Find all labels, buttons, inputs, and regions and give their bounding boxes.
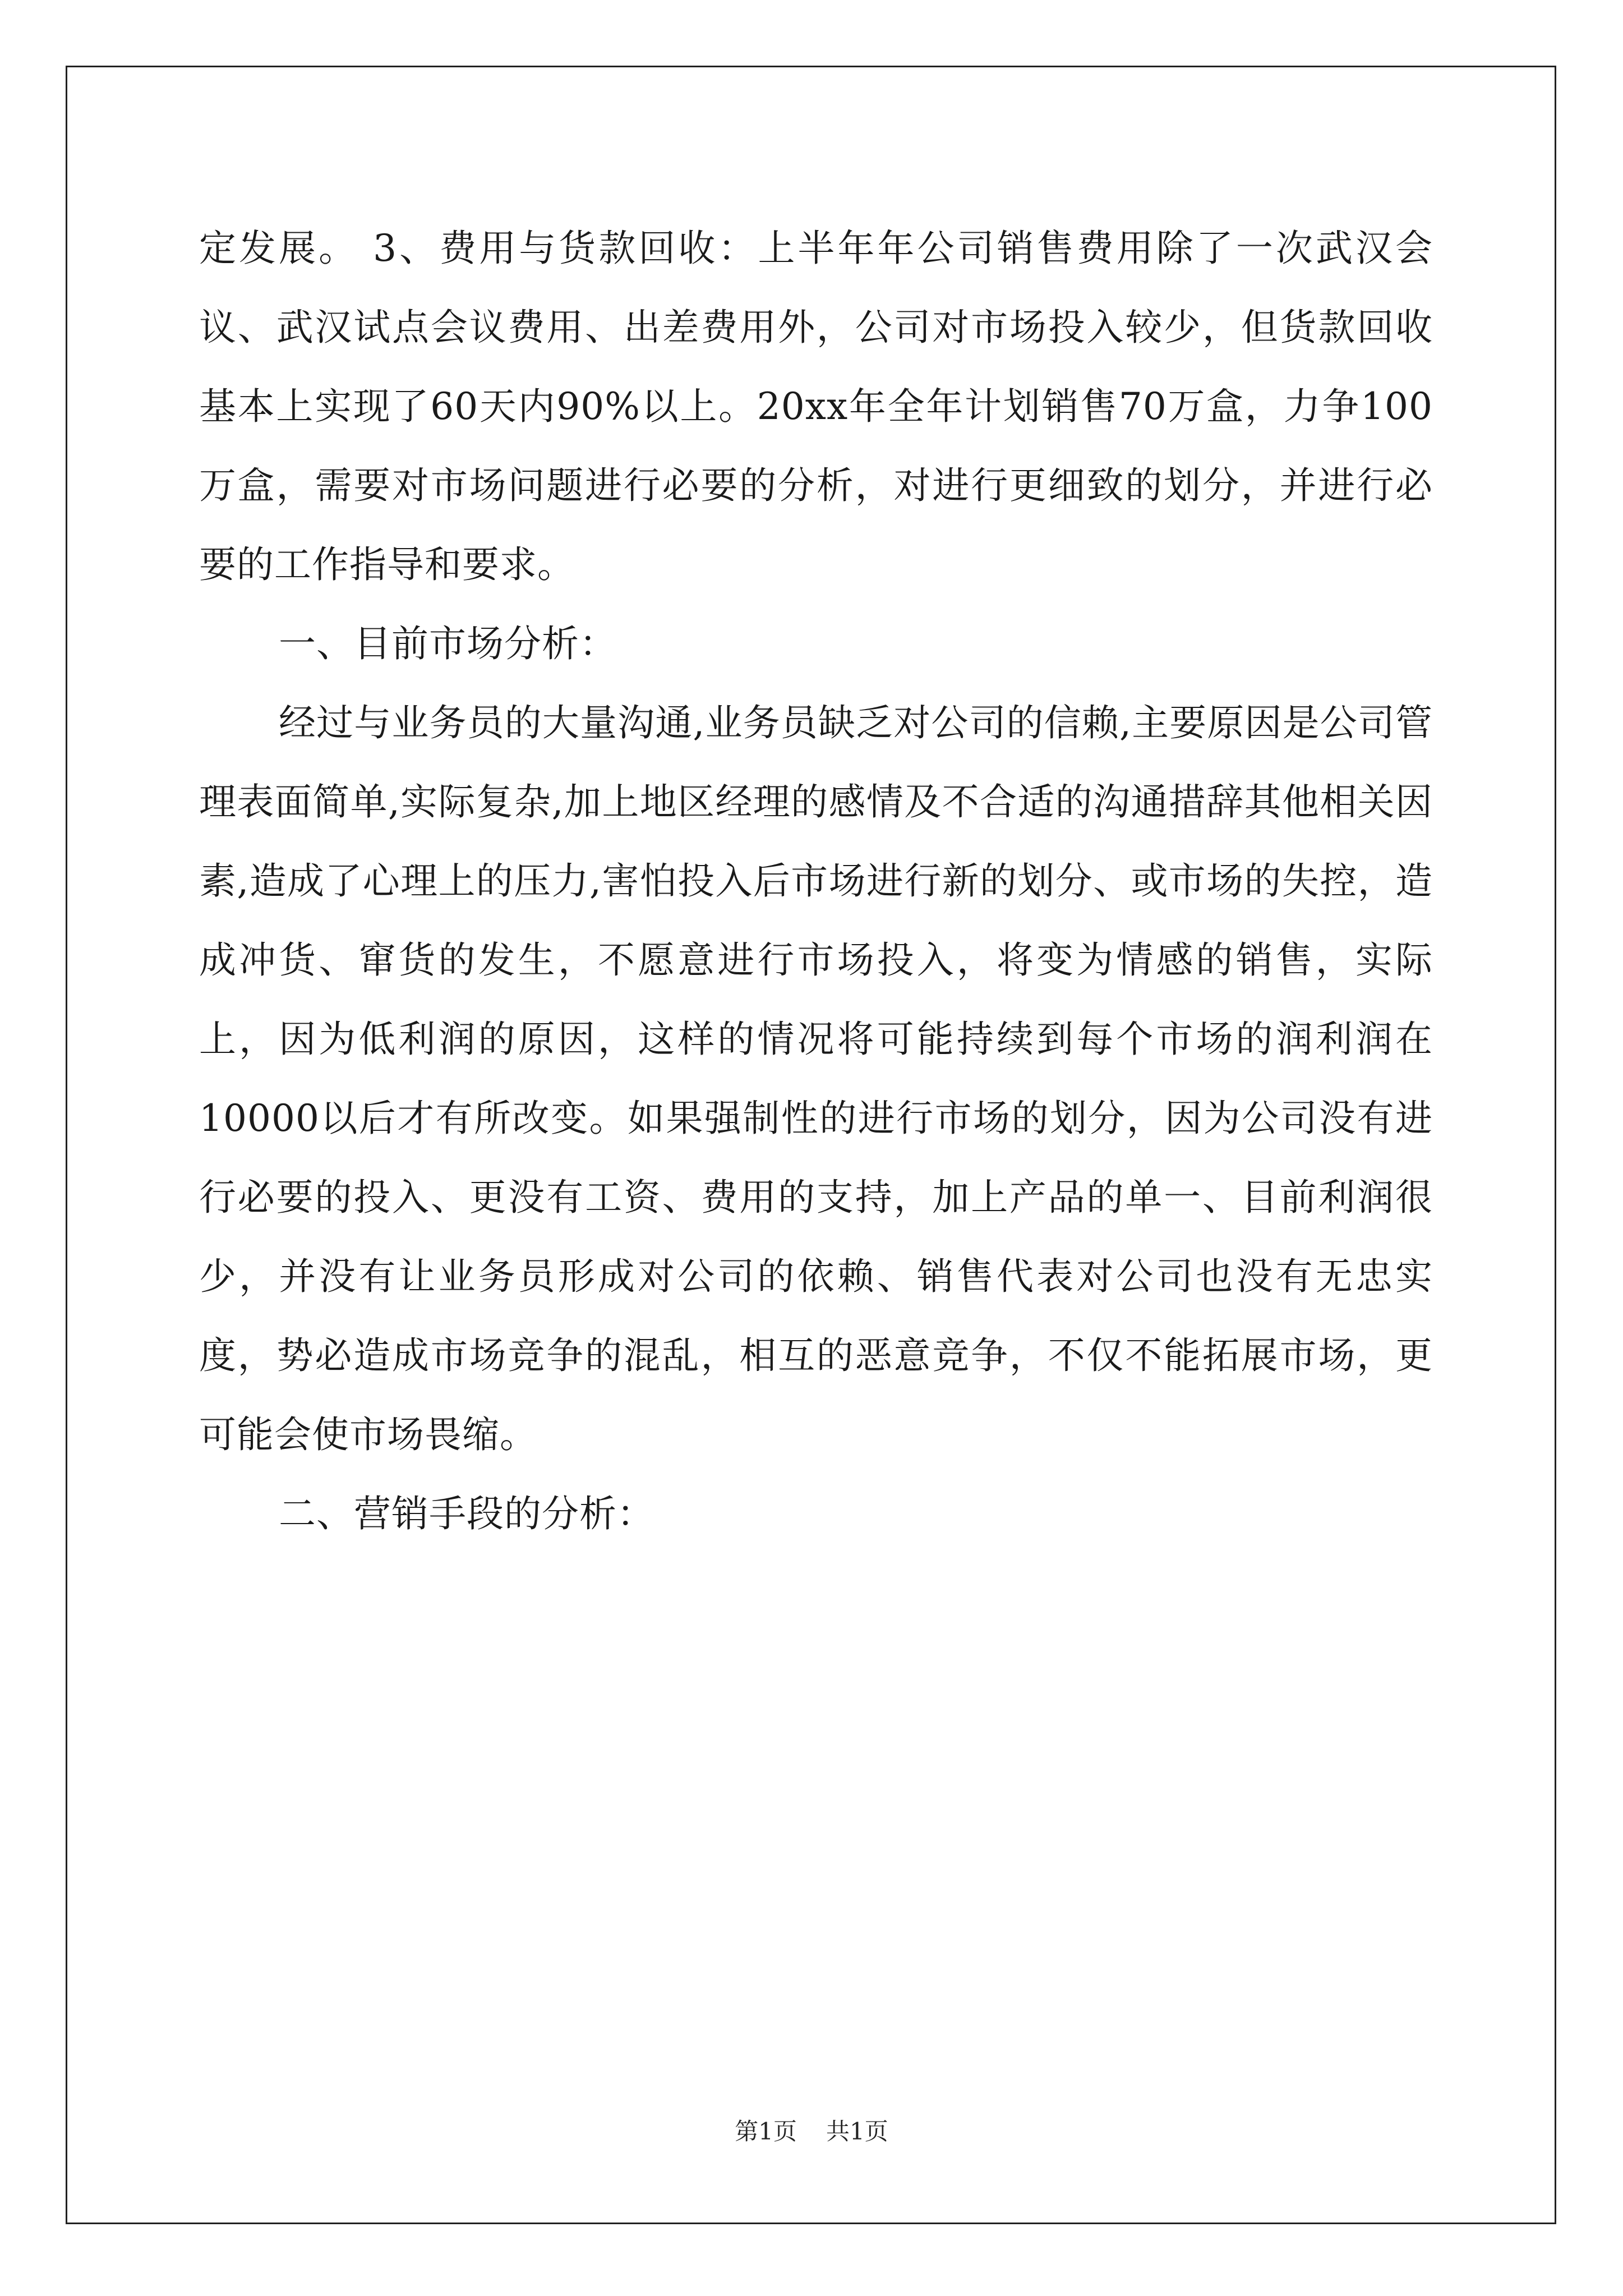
section-heading-market-analysis: 一、目前市场分析： [279, 622, 617, 665]
page-number: 第1页 [735, 2118, 797, 2145]
page-total: 共1页 [826, 2118, 888, 2145]
section-heading-marketing-means: 二、营销手段的分析： [279, 1492, 654, 1535]
paragraph-continuation: 定发展。 3、费用与货款回收：上半年年公司销售费用除了一次武汉会议、武汉试点会议费用、出差费用外，公司对市场投入较少，但货款回收基本上实现了60天内90%以上。20xx年全年计划销售70万盒，力争100万盒，需要对市场问题进行必要的分析，对进行更细致的划分，并进行必要的工作指导和要求。 [199, 227, 1433, 586]
document-body [199, 209, 1433, 1553]
paragraph-market-analysis: 经过与业务员的大量沟通,业务员缺乏对公司的信赖,主要原因是公司管理表面简单,实际复杂,加上地区经理的感情及不合适的沟通措辞其他相关因素,造成了心理上的压力,害怕投入后市场进行新的划分、或市场的失控，造成冲货、窜货的发生，不愿意进行市场投入，将变为情感的销售，实际上，因为低利润的原因，这样的情况将可能持续到每个市场的润利润在10000以后才有所改变。如果强制性的进行市场的划分，因为公司没有进行必要的投入、更没有工资、费用的支持，加上产品的单一、目前利润很少，并没有让业务员形成对公司的依赖、销售代表对公司也没有无忠实度，势必造成市场竞争的混乱，相互的恶意竞争，不仅不能拓展市场，更可能会使市场畏缩。 [199, 701, 1433, 1456]
page-footer [0, 2115, 1623, 2148]
